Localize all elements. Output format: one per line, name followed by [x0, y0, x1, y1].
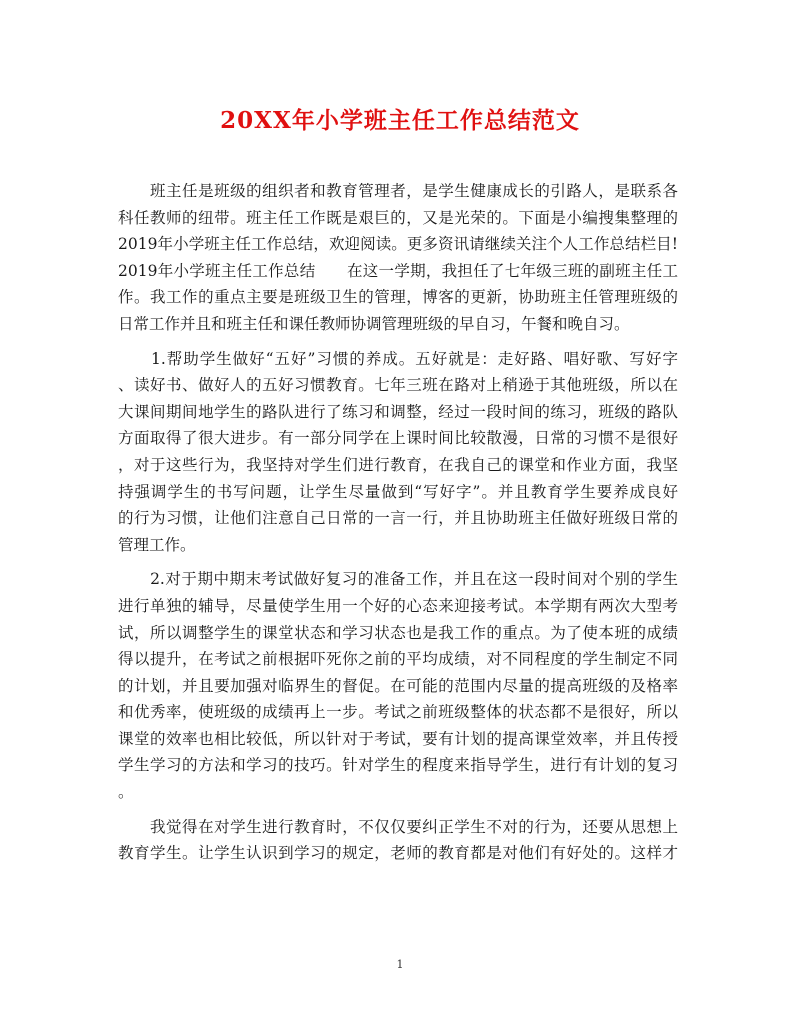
- page-number: 1: [396, 958, 404, 971]
- document-title: 20XX年小学班主任工作总结范文: [220, 107, 580, 134]
- text-line: 大课间期间地学生的路队进行了练习和调整，经过一段时间的练习，班级的路队: [118, 402, 678, 421]
- text-line: 持强调学生的书写问题，让学生尽量做到“写好字”。并且教育学生要养成良好: [118, 482, 678, 501]
- paragraph-2: [118, 346, 678, 559]
- text-line: 的计划，并且要加强对临界生的督促。在可能的范围内尽量的提高班级的及格率: [118, 676, 678, 695]
- text-line: 日常工作并且和班主任和课任教师协调管理班级的早自习，午餐和晚自习。: [118, 314, 630, 333]
- text-line: ，对于这些行为，我坚持对学生们进行教育，在我自己的课堂和作业方面，我坚: [118, 455, 678, 474]
- text-line: 、读好书、做好人的五好习惯教育。七年三班在路对上稍逊于其他班级，所以在: [118, 376, 678, 395]
- text-line: 得以提升，在考试之前根据吓死你之前的平均成绩，对不同程度的学生制定不同: [118, 650, 678, 669]
- text-line: 班主任是班级的组织者和教育管理者，是学生健康成长的引路人，是联系各: [118, 182, 678, 200]
- text-line: 2019年小学班主任工作总结 在这一学期，我担任了七年级三班的副班主任工: [118, 261, 678, 280]
- text-line: 2.对于期中期末考试做好复习的准备工作，并且在这一段时间对个别的学生: [118, 570, 678, 589]
- text-line: 和优秀率，使班级的成绩再上一步。考试之前班级整体的状态都不是很好，所以: [118, 703, 678, 722]
- text-line: 学生学习的方法和学习的技巧。针对学生的程度来指导学生，进行有计划的复习: [118, 756, 678, 775]
- paragraph-1: [118, 178, 678, 338]
- text-line: 进行单独的辅导，尽量使学生用一个好的心态来迎接考试。本学期有两次大型考: [118, 596, 678, 615]
- text-line: 作。我工作的重点主要是班级卫生的管理，博客的更新，协助班主任管理班级的: [118, 288, 678, 307]
- text-line: 管理工作。: [118, 535, 196, 554]
- text-line: 。: [118, 783, 134, 802]
- text-line: 试，所以调整学生的课堂状态和学习状态也是我工作的重点。为了使本班的成绩: [118, 623, 678, 642]
- text-line: 科任教师的纽带。班主任工作既是艰巨的，又是光荣的。下面是小编搜集整理的: [118, 208, 678, 227]
- text-line: 的行为习惯，让他们注意自己日常的一言一行，并且协助班主任做好班级日常的: [118, 509, 678, 528]
- paragraph-3: [118, 566, 678, 805]
- text-line: 方面取得了很大进步。有一部分同学在上课时间比较散漫，日常的习惯不是很好: [118, 429, 678, 448]
- text-line: 课堂的效率也相比较低，所以针对于考试，要有计划的提高课堂效率，并且传授: [118, 729, 678, 748]
- text-line: 1.帮助学生做好“五好”习惯的养成。五好就是：走好路、唱好歌、写好字: [118, 349, 678, 368]
- text-line: 2019年小学班主任工作总结，欢迎阅读。更多资讯请继续关注个人工作总结栏目!: [118, 235, 678, 254]
- text-line: 教育学生。让学生认识到学习的规定，老师的教育都是对他们有好处的。这样才: [118, 844, 678, 863]
- paragraph-4: [118, 814, 678, 867]
- text-line: 我觉得在对学生进行教育时，不仅仅要纠正学生不对的行为，还要从思想上: [118, 817, 678, 836]
- document-body: [118, 178, 678, 867]
